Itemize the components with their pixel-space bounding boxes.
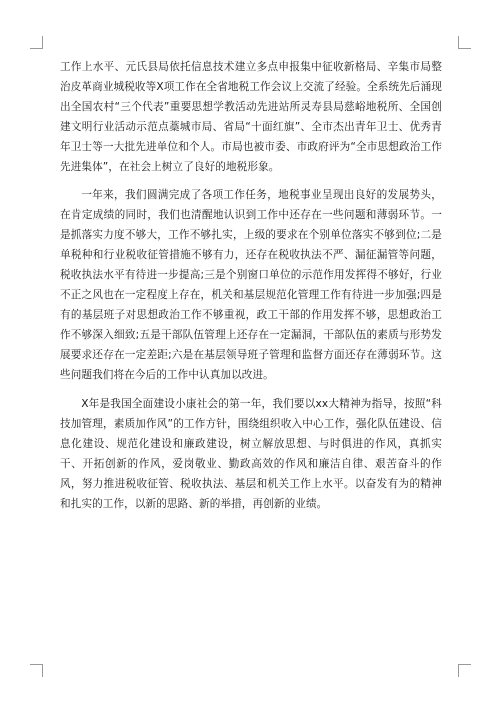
crop-mark-top-right: [458, 36, 471, 49]
paragraph-problems: 一年来，我们圆满完成了各项工作任务，地税事业呈现出良好的发展势头，在肯定成绩的同时，我们也清醒地认识到工作中还存在一些问题和薄弱环节。一是抓落实力度不够大，工作不够扎实，上级的要求在个别单位落实不够到位;二是单税种和行业税收征管措施不够有力，还存在税收执法不严、漏征漏管等问题，税收执法水平有待进一步提高;三是个别窗口单位的示范作用发挥得不够好，行业不正之风也在一定程度上存在，机关和基层规范化管理工作有待进一步加强;四是有的基层班子对思想政治工作不够重视，政工干部的作用发挥不够，思想政治工作不够深入细致;五是干部队伍管理上还存在一定漏洞，干部队伍的素质与形势发展要求还存在一定差距;六是在基层领导班子管理和监督方面还存在薄弱环节。这些问题我们将在今后的工作中认真加以改进。: [60, 189, 442, 381]
crop-mark-top-left: [30, 36, 43, 49]
paragraph-continuation: 工作上水平、元氏县局依托信息技术建立多点申报集中征收新格局、辛集市局整治皮革商业城税收等X项工作在全省地税工作会议上交流了经验。全系统先后涌现出全国农村“三个代表”重要思想学教活动先进站所灵寿县局慈峪地税所、全国创建文明行业活动示范点藁城市局、省局“十面红旗”、全市杰出青年卫士、优秀青年卫士等一大批先进单位和个人。市局也被市委、市政府评为“全市思想政治工作先进集体”，在社会上树立了良好的地税形象。: [60, 61, 442, 173]
crop-mark-bottom-left: [30, 664, 43, 677]
document-body: [60, 57, 442, 514]
crop-mark-bottom-right: [458, 664, 471, 677]
paragraph-goals: X年是我国全面建设小康社会的第一年，我们要以xx大精神为指导，按照“科技加管理，素质加作风”的工作方针，围绕组织收入中心工作，强化队伍建设、信息化建设、规范化建设和廉政建设，树立解放思想、与时俱进的作风，真抓实干、开拓创新的作风，爱岗敬业、勤政高效的作风和廉洁自律、艰苦奋斗的作风，努力推进税收征管、税收执法、基层和机关工作上水平。以奋发有为的精神和扎实的工作，以新的思路、新的举措，再创新的业绩。: [60, 398, 442, 510]
